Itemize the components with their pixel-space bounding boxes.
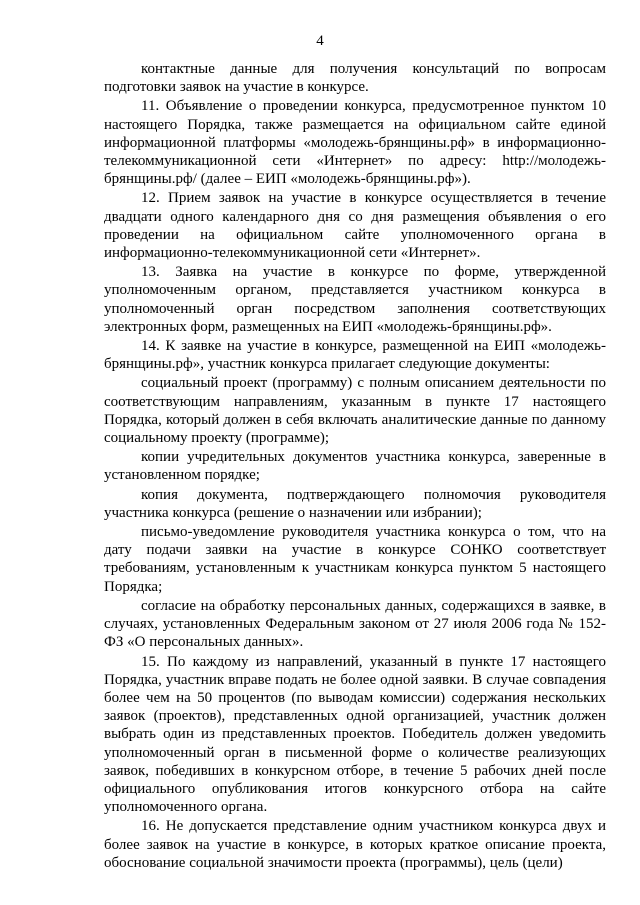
document-body	[104, 60, 606, 873]
list-item-authority-document: копия документа, подтверждающего полномочия руководителя участника конкурса (решение о назначении или избрании);	[104, 486, 606, 521]
list-item-founding-documents: копии учредительных документов участника конкурса, заверенные в установленном порядке;	[104, 449, 606, 484]
paragraph-15: 15. По каждому из направлений, указанный в пункте 17 настоящего Порядка, участник вправе подать не более одной заявки. В случае совпадения более чем на 50 процентов (по выводам комиссии) содержания нескольких заявок (проектов), представленных одной организацией, участник должен выбрать один из представленных проектов. Победитель должен уведомить уполномоченный орган в письменной форме о количестве реализующих заявок, победивших в конкурсном отборе, в течение 5 рабочих дней после официального опубликования итогов конкурсного отбора на сайте уполномоченного органа.	[104, 653, 606, 816]
paragraph-16: 16. Не допускается представление одним участником конкурса двух и более заявок на участие в конкурсе, в которых краткое описание проекта, обоснование социальной значимости проекта (программы), цель (цели)	[104, 818, 606, 871]
list-item-social-project: социальный проект (программу) с полным описанием деятельности по соответствующим направлениям, указанным в пункте 17 настоящего Порядка, который должен в себя включать аналитические данные по данному социальному проекту (программе);	[104, 375, 606, 447]
list-item-notification-letter: письмо-уведомление руководителя участника конкурса о том, что на дату подачи заявки на участие в конкурсе СОНКО соответствует требованиям, установленным к участникам конкурса пунктом 5 настоящего Порядка;	[104, 524, 606, 595]
paragraph-continuation: контактные данные для получения консультаций по вопросам подготовки заявок на участие в конкурсе.	[104, 61, 606, 96]
paragraph-12: 12. Прием заявок на участие в конкурсе осуществляется в течение двадцати одного календарного дня со дня размещения объявления о его проведении на официальном сайте уполномоченного органа в информационно-телекоммуникационной сети «Интернет».	[104, 190, 606, 262]
paragraph-14: 14. К заявке на участие в конкурсе, размещенной на ЕИП «молодежь-брянщины.рф», участник конкурса прилагает следующие документы:	[104, 338, 606, 373]
paragraph-11: 11. Объявление о проведении конкурса, предусмотренное пунктом 10 настоящего Порядка, также размещается на официальном сайте единой информационной платформы «молодежь-брянщины.рф» в информационно-телекоммуникационной сети «Интернет» по адресу: http://молодежь-брянщины.рф/ (далее – ЕИП «молодежь-брянщины.рф»).	[104, 98, 606, 188]
page-number: 4	[316, 33, 324, 49]
list-item-personal-data-consent: согласие на обработку персональных данных, содержащихся в заявке, в случаях, установленных Федеральным законом от 27 июля 2006 года № 152-ФЗ «О персональных данных».	[104, 597, 606, 651]
paragraph-13: 13. Заявка на участие в конкурсе по форме, утвержденной уполномоченным органом, представляется участником конкурса в уполномоченный орган посредством заполнения соответствующих электронных форм, размещенных на ЕИП «молодежь-брянщины.рф».	[104, 264, 606, 335]
